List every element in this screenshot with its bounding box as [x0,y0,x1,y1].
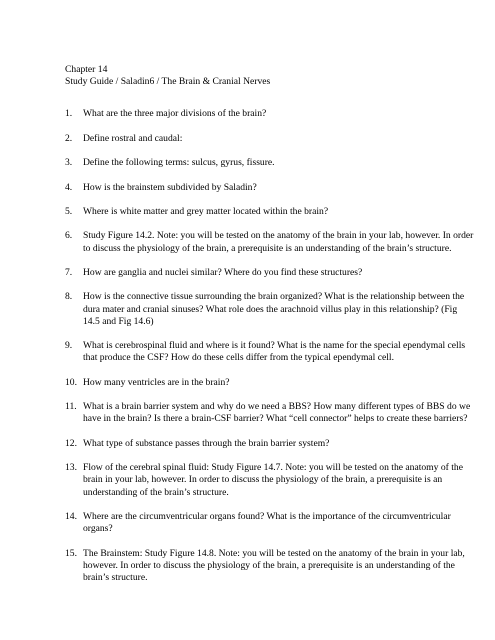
question-text: How many ventricles are in the brain? [83,376,230,388]
question-number: 3. [65,157,73,169]
question-text: The Brainstem: Study Figure 14.8. Note: you will be tested on the anatomy of the brain in your lab, however. In order to discuss the physiology of the brain, a prerequisite is an understanding of the brain’s structure. [83,547,465,583]
question-text: Where is white matter and grey matter located within the brain? [83,205,329,217]
question-text: Define rostral and caudal: [83,132,183,144]
question-item [65,230,475,254]
question-number: 15. [65,547,77,559]
question-item [65,182,475,194]
question-text: Define the following terms: sulcus, gyrus, fissure. [83,157,275,169]
question-number: 10. [65,376,77,388]
question-text: What is cerebrospinal fluid and where is it found? What is the name for the special ependymal cells that produce the CSF? How do these cells differ from the typical ependymal cell. [83,340,466,364]
question-item [65,401,475,425]
question-item [65,206,475,218]
question-number: 11. [65,401,77,413]
question-text: What is a brain barrier system and why do we need a BBS? How many different types of BBS do we have in the brain? Is there a brain-CSF barrier? What “cell connector” helps to create these barriers? [83,401,471,425]
question-item [65,291,475,328]
question-item [65,511,475,535]
question-number: 9. [65,340,73,352]
question-text: How is the brainstem subdivided by Saladin? [83,181,257,193]
question-number: 12. [65,437,77,449]
question-item [65,267,475,279]
question-item [65,133,475,145]
question-text: Flow of the cerebral spinal fluid: Study Figure 14.7. Note: you will be tested on the anatomy of the brain in your lab, however. In order to discuss the physiology of the brain, a prerequisite is an understanding of the brain’s structure. [83,462,463,498]
question-number: 4. [65,181,73,193]
question-number: 1. [65,108,73,120]
question-number: 14. [65,510,77,522]
chapter-heading: Chapter 14 [65,64,108,75]
question-number: 6. [65,230,73,242]
question-number: 7. [65,266,73,278]
question-item [65,377,475,389]
question-number: 8. [65,291,73,303]
question-text: Where are the circumventricular organs found? What is the importance of the circumventricular organs? [83,510,451,535]
question-text: Study Figure 14.2. Note: you will be tested on the anatomy of the brain in your lab, however. In order to discuss the physiology of the brain, a prerequisite is an understanding of the brain’s structure. [83,230,474,254]
question-item [65,108,475,120]
study-guide-subtitle: Study Guide / Saladin6 / The Brain & Cranial Nerves [65,76,271,88]
question-text: How are ganglia and nuclei similar? Where do you find these structures? [83,266,363,278]
question-item [65,340,475,364]
question-text: What type of substance passes through the brain barrier system? [83,437,330,449]
question-number: 2. [65,132,73,144]
question-item [65,438,475,450]
question-item [65,157,475,169]
question-number: 5. [65,205,73,217]
question-number: 13. [65,462,77,474]
question-text: What are the three major divisions of the brain? [83,108,267,120]
question-item [65,462,475,499]
question-item [65,548,475,585]
question-text: How is the connective tissue surrounding the brain organized? What is the relationship between the dura mater and cranial sinuses? What role does the arachnoid villus play in this relationship? (Fig 14.5 and Fig 14.6) [83,291,465,327]
question-list [65,108,475,584]
